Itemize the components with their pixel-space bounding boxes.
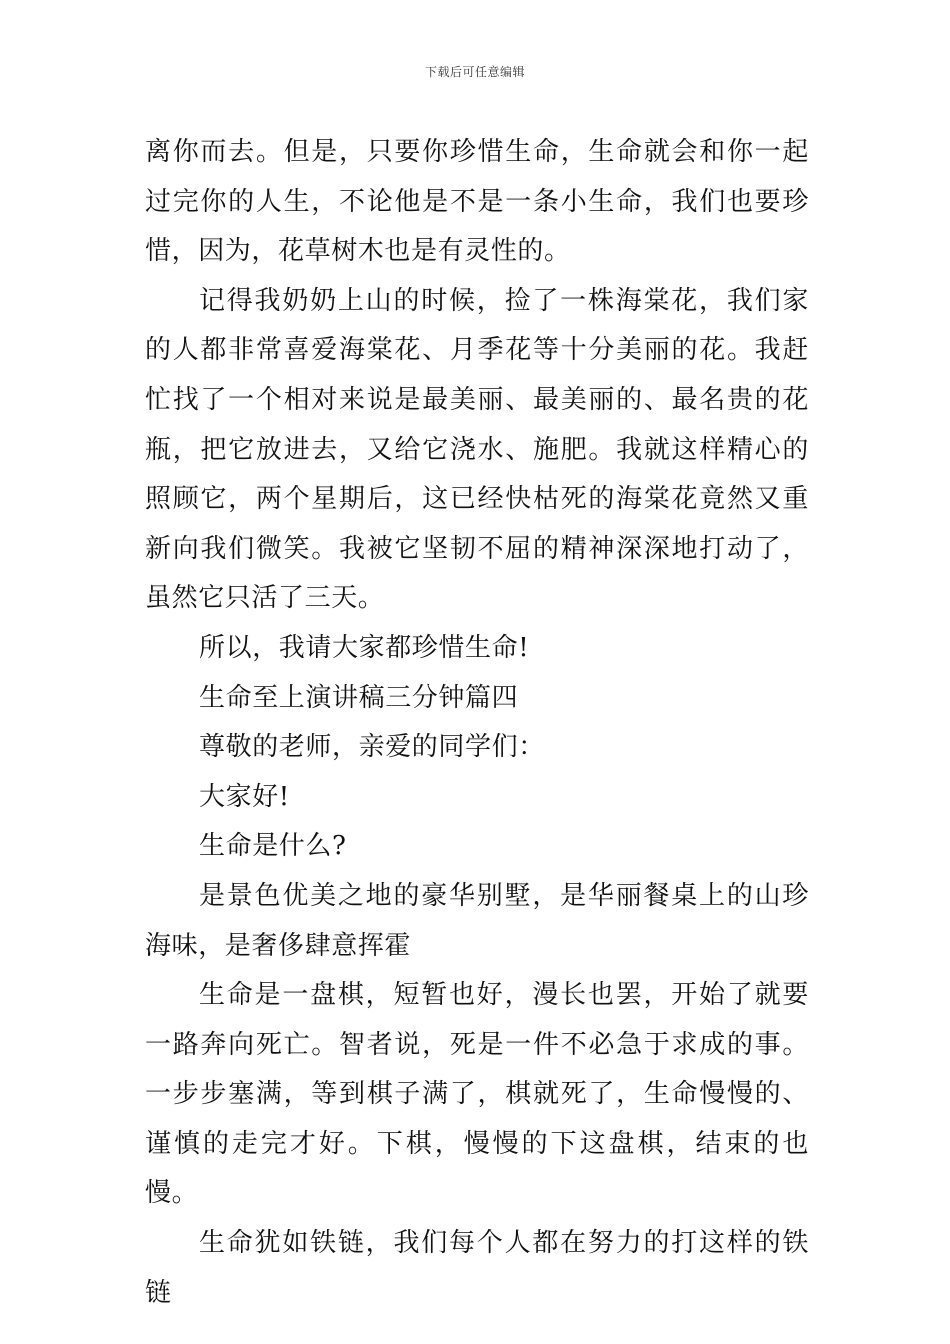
paragraph-chain: 生命犹如铁链，我们每个人都在努力的打这样的铁链 bbox=[145, 1228, 809, 1308]
paragraph-continuation: 离你而去。但是，只要你珍惜生命，生命就会和你一起过完你的人生，不论他是不是一条小生命，我们也要珍惜，因为，花草树木也是有灵性的。 bbox=[145, 137, 809, 267]
paragraph-luxury: 是景色优美之地的豪华别墅，是华丽餐桌上的山珍海味，是奢侈肆意挥霍 bbox=[145, 880, 809, 961]
greeting: 大家好! bbox=[199, 781, 290, 812]
document-body bbox=[145, 128, 809, 1318]
paragraph-cherish-life: 所以，我请大家都珍惜生命! bbox=[199, 632, 530, 663]
section-title: 生命至上演讲稿三分钟篇四 bbox=[199, 682, 519, 713]
page-header-note: 下载后可任意编辑 bbox=[424, 65, 525, 79]
salutation: 尊敬的老师，亲爱的同学们： bbox=[199, 732, 545, 763]
question-line: 生命是什么? bbox=[199, 831, 347, 862]
paragraph-begonia-story: 记得我奶奶上山的时候，捡了一株海棠花，我们家的人都非常喜爱海棠花、月季花等十分美丽的花。我赶忙找了一个相对来说是最美丽、最美丽的、最名贵的花瓶，把它放进去，又给它浇水、施肥。我就这样精心的照顾它，两个星期后，这已经快枯死的海棠花竟然又重新向我们微笑。我被它坚韧不屈的精神深深地打动了，虽然它只活了三天。 bbox=[145, 285, 809, 614]
paragraph-chess: 生命是一盘棋，短暂也好，漫长也罢，开始了就要一路奔向死亡。智者说，死是一件不必急于求成的事。一步步塞满，等到棋子满了，棋就死了，生命慢慢的、谨慎的走完才好。下棋，慢慢的下这盘棋，结束的也慢。 bbox=[145, 980, 809, 1209]
